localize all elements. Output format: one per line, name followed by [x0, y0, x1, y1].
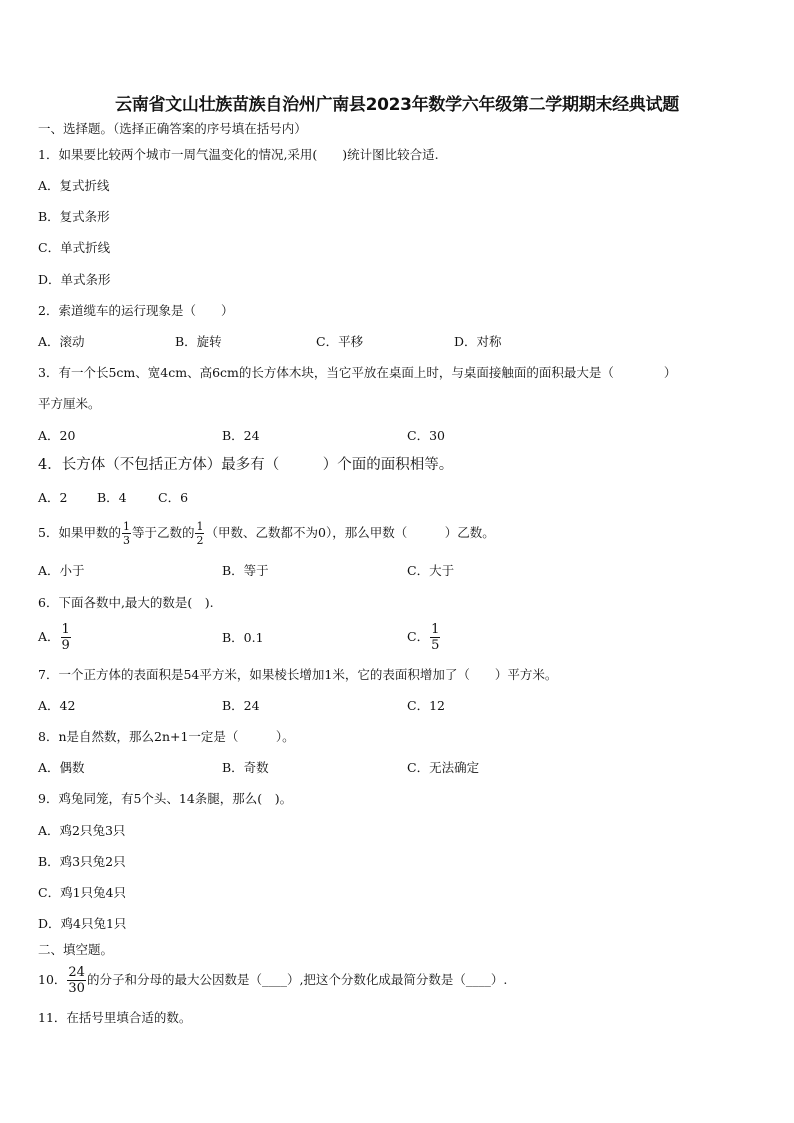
q5-option-a: A．小于 — [38, 563, 85, 578]
question-5 — [38, 518, 495, 548]
page-title: 云南省文山壮族苗族自治州广南县2023年数学六年级第二学期期末经典试题 — [115, 95, 679, 115]
question-11: 11．在括号里填合适的数。 — [38, 1010, 192, 1025]
q7-option-a: A．42 — [38, 698, 76, 713]
fraction-denominator: 5 — [431, 638, 440, 653]
q2-option-d: D．对称 — [454, 334, 502, 349]
option-label: C． — [407, 629, 430, 644]
fraction-numerator: 1 — [196, 520, 204, 533]
question-1: 1．如果要比较两个城市一周气温变化的情况,采用( )统计图比较合适. — [38, 147, 439, 162]
question-2: 2．索道缆车的运行现象是（ ） — [38, 303, 234, 318]
fraction-24-30 — [67, 966, 86, 995]
q5-text-middle: 等于乙数的 — [131, 525, 195, 540]
question-7: 7．一个正方体的表面积是54平方米，如果棱长增加1米，它的表面积增加了（ ）平方米。 — [38, 667, 558, 682]
fraction-numerator: 1 — [61, 622, 70, 637]
question-3-continued: 平方厘米。 — [38, 396, 101, 411]
fraction-denominator: 9 — [61, 638, 70, 653]
q1-option-d: D．单式条形 — [38, 272, 111, 287]
q3-option-c: C．30 — [407, 428, 445, 443]
q9-option-d: D．鸡4只兔1只 — [38, 916, 127, 931]
fraction-numerator: 1 — [122, 520, 130, 533]
q8-option-c: C．无法确定 — [407, 760, 480, 775]
question-6: 6．下面各数中,最大的数是( ). — [38, 595, 214, 610]
fraction-denominator: 3 — [122, 534, 130, 547]
fraction-one-half — [195, 521, 204, 546]
q2-option-b: B．旋转 — [175, 334, 222, 349]
q6-option-c — [407, 620, 441, 654]
q2-option-c: C．平移 — [316, 334, 364, 349]
question-3: 3．有一个长5cm、宽4cm、高6cm的长方体木块，当它平放在桌面上时，与桌面接触面的面积最大是（ ） — [38, 365, 677, 380]
fraction-one-fifth — [430, 623, 440, 652]
q5-option-b: B．等于 — [222, 563, 269, 578]
question-4: 4．长方体（不包括正方体）最多有（ ）个面的面积相等。 — [38, 457, 454, 473]
q3-option-b: B．24 — [222, 428, 260, 443]
q1-option-b: B．复式条形 — [38, 209, 110, 224]
q5-text-start: 5．如果甲数的 — [38, 525, 121, 540]
section-heading-fill-blank: 二、填空题。 — [38, 942, 114, 957]
q9-option-a: A．鸡2只兔3只 — [38, 823, 126, 838]
fraction-one-third — [122, 521, 131, 546]
q5-option-c: C．大于 — [407, 563, 455, 578]
fraction-denominator: 2 — [196, 534, 204, 547]
q1-option-c: C．单式折线 — [38, 240, 111, 255]
q7-option-b: B．24 — [222, 698, 260, 713]
q1-option-a: A．复式折线 — [38, 178, 110, 193]
q8-option-a: A．偶数 — [38, 760, 85, 775]
q10-text: 的分子和分母的最大公因数是（____）,把这个分数化成最简分数是（____）. — [86, 972, 508, 987]
section-heading-choice: 一、选择题。（选择正确答案的序号填在括号内） — [38, 121, 307, 136]
q7-option-c: C．12 — [407, 698, 445, 713]
q6-option-b: B．0.1 — [222, 630, 264, 645]
question-8: 8．n是自然数，那么2n+1一定是（ ）。 — [38, 729, 295, 744]
fraction-denominator: 30 — [68, 981, 85, 996]
fraction-numerator: 1 — [431, 622, 440, 637]
q2-option-a: A．滚动 — [38, 334, 85, 349]
question-number: 10． — [38, 972, 67, 987]
fraction-one-ninth — [61, 623, 71, 652]
q4-option-c: C．6 — [158, 490, 189, 505]
q3-option-a: A．20 — [38, 428, 76, 443]
q4-option-b: B．4 — [97, 490, 127, 505]
fraction-numerator: 24 — [68, 965, 85, 980]
q9-option-c: C．鸡1只兔4只 — [38, 885, 126, 900]
question-9: 9．鸡兔同笼，有5个头、14条腿，那么( )。 — [38, 791, 293, 806]
option-label: A． — [38, 629, 60, 644]
q8-option-b: B．奇数 — [222, 760, 269, 775]
q9-option-b: B．鸡3只兔2只 — [38, 854, 126, 869]
q5-text-end: （甲数、乙数都不为0），那么甲数（ ）乙数。 — [205, 525, 495, 540]
q4-option-a: A．2 — [38, 490, 68, 505]
question-10 — [38, 961, 507, 999]
q6-option-a — [38, 620, 72, 654]
